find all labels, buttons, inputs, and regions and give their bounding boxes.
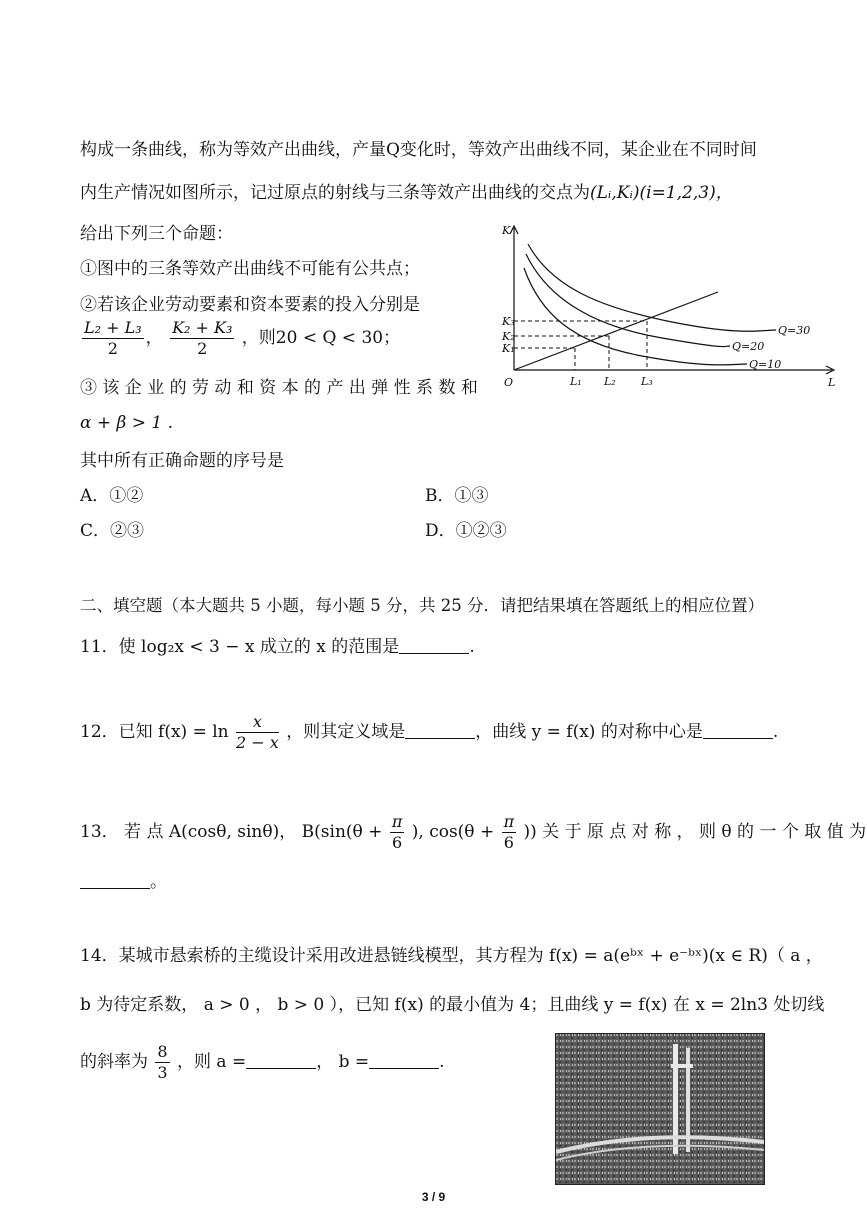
tick-k3: K₃ — [502, 315, 515, 328]
q14-slope-fraction: $\frac{8}{3}$ — [157, 1042, 168, 1082]
answer-blank-11[interactable] — [399, 635, 469, 654]
question-11: 11．使 log₂x < 3 − x 成立的 x 的范围是 . — [80, 637, 475, 657]
curve-q20 — [526, 254, 730, 347]
answer-blank-12b[interactable] — [703, 720, 773, 739]
fraction-k: $\frac{\text{K₂ + K₃}}{2}$ — [172, 318, 233, 358]
page-number: 3 / 9 — [421, 1190, 446, 1204]
proposition-3: ③ 该 企 业 的 劳 动 和 资 本 的 产 出 弹 性 系 数 和 — [80, 378, 478, 398]
question-12: 12．已知 f(x) = ln $\frac{x}{2 - x}$ ，则其定义域是 ，曲线 y = f(x) 的对称中心是 . — [80, 712, 779, 752]
tick-l1: L₁ — [570, 375, 582, 388]
bridge-image — [556, 1034, 764, 1184]
tick-l2: L₂ — [604, 375, 616, 388]
tick-l3: L₃ — [641, 375, 653, 388]
answer-blank-14b[interactable] — [369, 1050, 439, 1069]
intro-line-1: 构成一条曲线，称为等效产出曲线，产量Q变化时，等效产出曲线不同，某企业在不同时间 — [80, 140, 757, 160]
series-label-q30: Q=30 — [778, 324, 811, 337]
ray-line — [514, 292, 718, 370]
intro-line-2-math: (Lᵢ,Kᵢ)(i=1,2,3)， — [590, 183, 733, 203]
intro-line-3: 给出下列三个命题： — [80, 224, 233, 244]
y-axis-label: K — [502, 224, 511, 237]
question-13: 13． 若 点 A(cosθ, sinθ)， B(sin(θ + $\frac{\pi}{6}$ ), cos(θ + $\frac{\pi}{6}$ )) 关 于 原 点 对 称 ， 则 θ 的 一 个 取 值 为 — [80, 812, 867, 852]
tick-k1: K₁ — [502, 342, 515, 355]
question-14-line-1: 14．某城市悬索桥的主缆设计采用改进悬链线模型，其方程为 f(x) = a(eᵇˣ + e⁻ᵇˣ)(x ∈ R)（ a ， — [80, 946, 823, 966]
proposition-2-fractions: $\frac{\text{L₂ + L₃}}{2}$ ， $\frac{\text{K₂ + K₃}}{2}$ ，则20 < Q < 30； — [84, 318, 401, 358]
question-14-line-2: b 为待定系数， a > 0 ， b > 0 ），已知 f(x) 的最小值为 4；且曲线 y = f(x) 在 x = 2ln3 处切线 — [80, 995, 825, 1015]
x-axis-label: L — [828, 376, 836, 389]
intro-line-2 — [80, 181, 733, 205]
curve-q30 — [528, 244, 776, 331]
tick-k2: K₂ — [502, 330, 515, 343]
q12-fraction: $\frac{x}{2 - x}$ — [236, 712, 279, 752]
fraction-l: $\frac{\text{L₂ + L₃}}{2}$ — [84, 318, 142, 358]
proposition-2-tail: ，则20 < Q < 30； — [241, 328, 401, 348]
proposition-1: ①图中的三条等效产出曲线不可能有公共点； — [80, 259, 420, 279]
question-ask: 其中所有正确命题的序号是 — [80, 451, 284, 471]
option-b: B．①③ — [425, 486, 489, 506]
option-d: D．①②③ — [425, 521, 507, 541]
q13-fraction-1: $\frac{\pi}{6}$ — [391, 812, 403, 852]
answer-blank-13[interactable] — [80, 870, 150, 889]
series-label-q10: Q=10 — [749, 358, 782, 371]
question-14-line-3: 的斜率为 $\frac{8}{3}$ ，则 a = ， b = . — [80, 1042, 445, 1082]
section-2-heading: 二、填空题（本大题共 5 小题，每小题 5 分，共 25 分．请把结果填在答题纸上的相应位置） — [80, 596, 764, 615]
question-13-answer: 。 — [80, 870, 167, 894]
proposition-2: ②若该企业劳动要素和资本要素的投入分别是 — [80, 295, 420, 315]
intro-line-2-text: 内生产情况如图所示，记过原点的射线与三条等效产出曲线的交点为 — [80, 183, 590, 203]
origin-label: O — [504, 376, 514, 389]
production-curve-chart — [492, 218, 842, 398]
proposition-3-cont: α + β > 1 . — [80, 413, 174, 433]
option-a: A．①② — [80, 486, 144, 506]
answer-blank-14a[interactable] — [246, 1050, 316, 1069]
option-c: C．②③ — [80, 521, 145, 541]
curve-q10 — [524, 268, 747, 365]
q13-fraction-2: $\frac{\pi}{6}$ — [503, 812, 515, 852]
bridge-photo — [555, 1033, 765, 1185]
series-label-q20: Q=20 — [732, 340, 765, 353]
answer-blank-12a[interactable] — [405, 720, 475, 739]
